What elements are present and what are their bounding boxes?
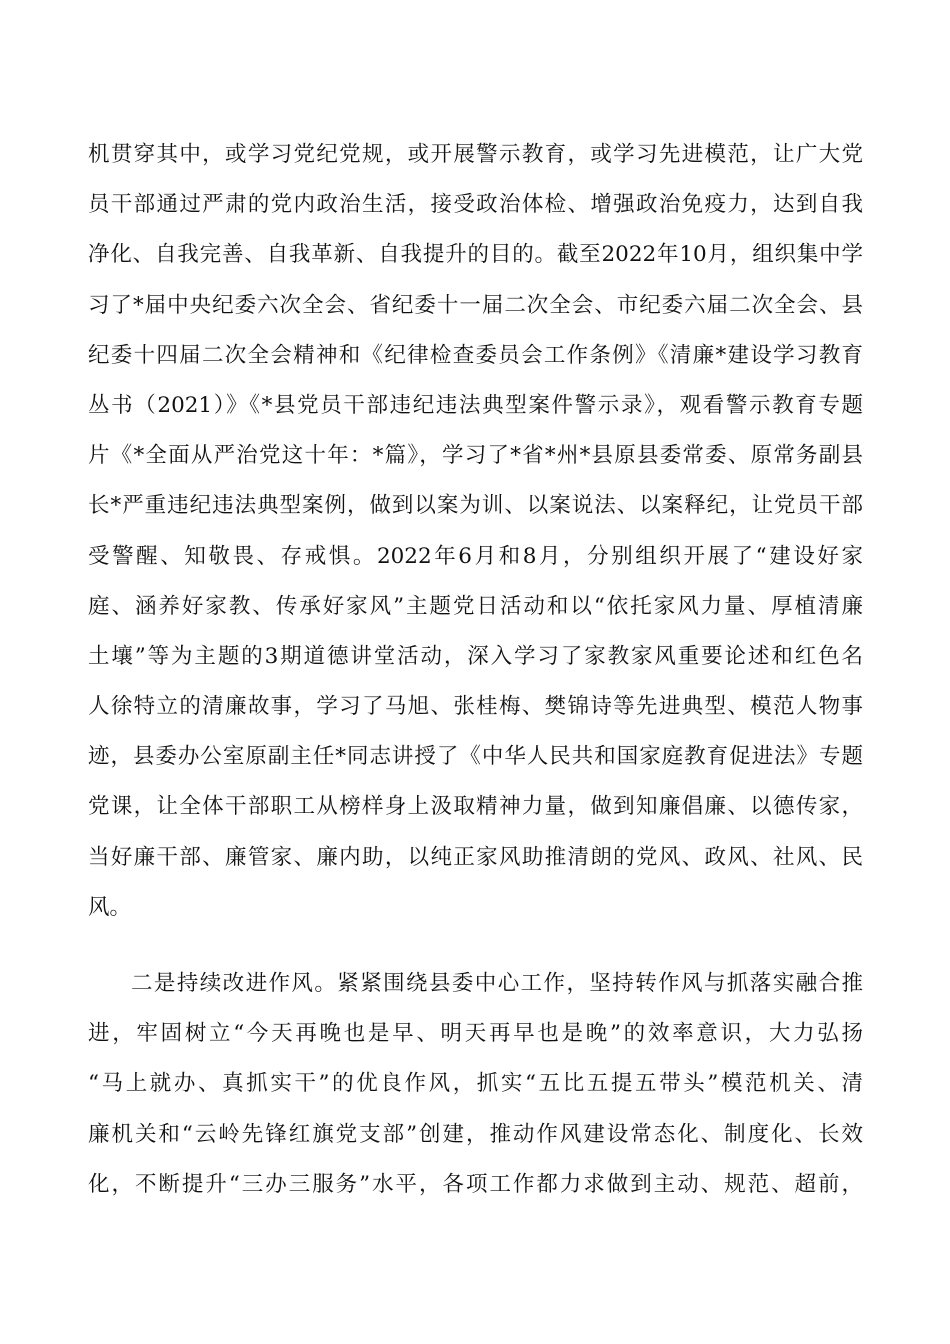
- text-line-indented: 二是持续改进作风。紧紧围绕县委中心工作，坚持转作风与抓落实融合推: [131, 971, 863, 996]
- text-line: 净化、自我完善、自我革新、自我提升的目的。截至2022年10月，组织集中学: [88, 242, 863, 268]
- text-line: 片《*全面从严治党这十年：*篇》，学习了*省*州*县原县委常委、原常务副县: [88, 443, 863, 469]
- document-body: [88, 130, 863, 1210]
- paragraph-2: [88, 959, 863, 1210]
- text-line: 机贯穿其中，或学习党纪党规，或开展警示教育，或学习先进模范，让广大党: [88, 142, 863, 167]
- paragraph-1: [88, 130, 863, 933]
- text-line: 人徐特立的清廉故事，学习了马旭、张桂梅、樊锦诗等先进典型、模范人物事: [88, 694, 863, 720]
- text-line: “马上就办、真抓实干”的优良作风，抓实“五比五提五带头”模范机关、清: [88, 1071, 863, 1097]
- text-line: 党课，让全体干部职工从榜样身上汲取精神力量，做到知廉倡廉、以德传家，: [88, 794, 863, 820]
- text-line: 庭、涵养好家教、传承好家风”主题党日活动和以“依托家风力量、厚植清廉: [88, 593, 863, 619]
- text-line: 长*严重违纪违法典型案例，做到以案为训、以案说法、以案释纪，让党员干部: [88, 493, 863, 519]
- text-line: 丛书（2021）》《*县党员干部违纪违法典型案件警示录》，观看警示教育专题: [88, 392, 863, 418]
- text-line: 土壤”等为主题的3期道德讲堂活动，深入学习了家教家风重要论述和红色名: [88, 643, 863, 669]
- text-line: 员干部通过严肃的党内政治生活，接受政治体检、增强政治免疫力，达到自我: [88, 192, 863, 218]
- text-line: 受警醒、知敬畏、存戒惧。2022年6月和8月，分别组织开展了“建设好家: [88, 543, 863, 569]
- text-line: 进，牢固树立“今天再晚也是早、明天再早也是晚”的效率意识，大力弘扬: [88, 1021, 863, 1047]
- text-line: 纪委十四届二次全会精神和《纪律检查委员会工作条例》《清廉*建设学习教育: [88, 342, 863, 368]
- paragraph-spacer: [88, 933, 863, 959]
- text-line: 当好廉干部、廉管家、廉内助，以纯正家风助推清朗的党风、政风、社风、民: [88, 844, 863, 870]
- text-line: 迹，县委办公室原副主任*同志讲授了《中华人民共和国家庭教育促进法》专题: [88, 744, 863, 770]
- text-line: 习了*届中央纪委六次全会、省纪委十一届二次全会、市纪委六届二次全会、县: [88, 292, 863, 318]
- text-line: 化，不断提升“三办三服务”水平，各项工作都力求做到主动、规范、超前，: [88, 1171, 863, 1197]
- text-line-last: 风。: [88, 894, 132, 920]
- text-line: 廉机关和“云岭先锋红旗党支部”创建，推动作风建设常态化、制度化、长效: [88, 1121, 863, 1147]
